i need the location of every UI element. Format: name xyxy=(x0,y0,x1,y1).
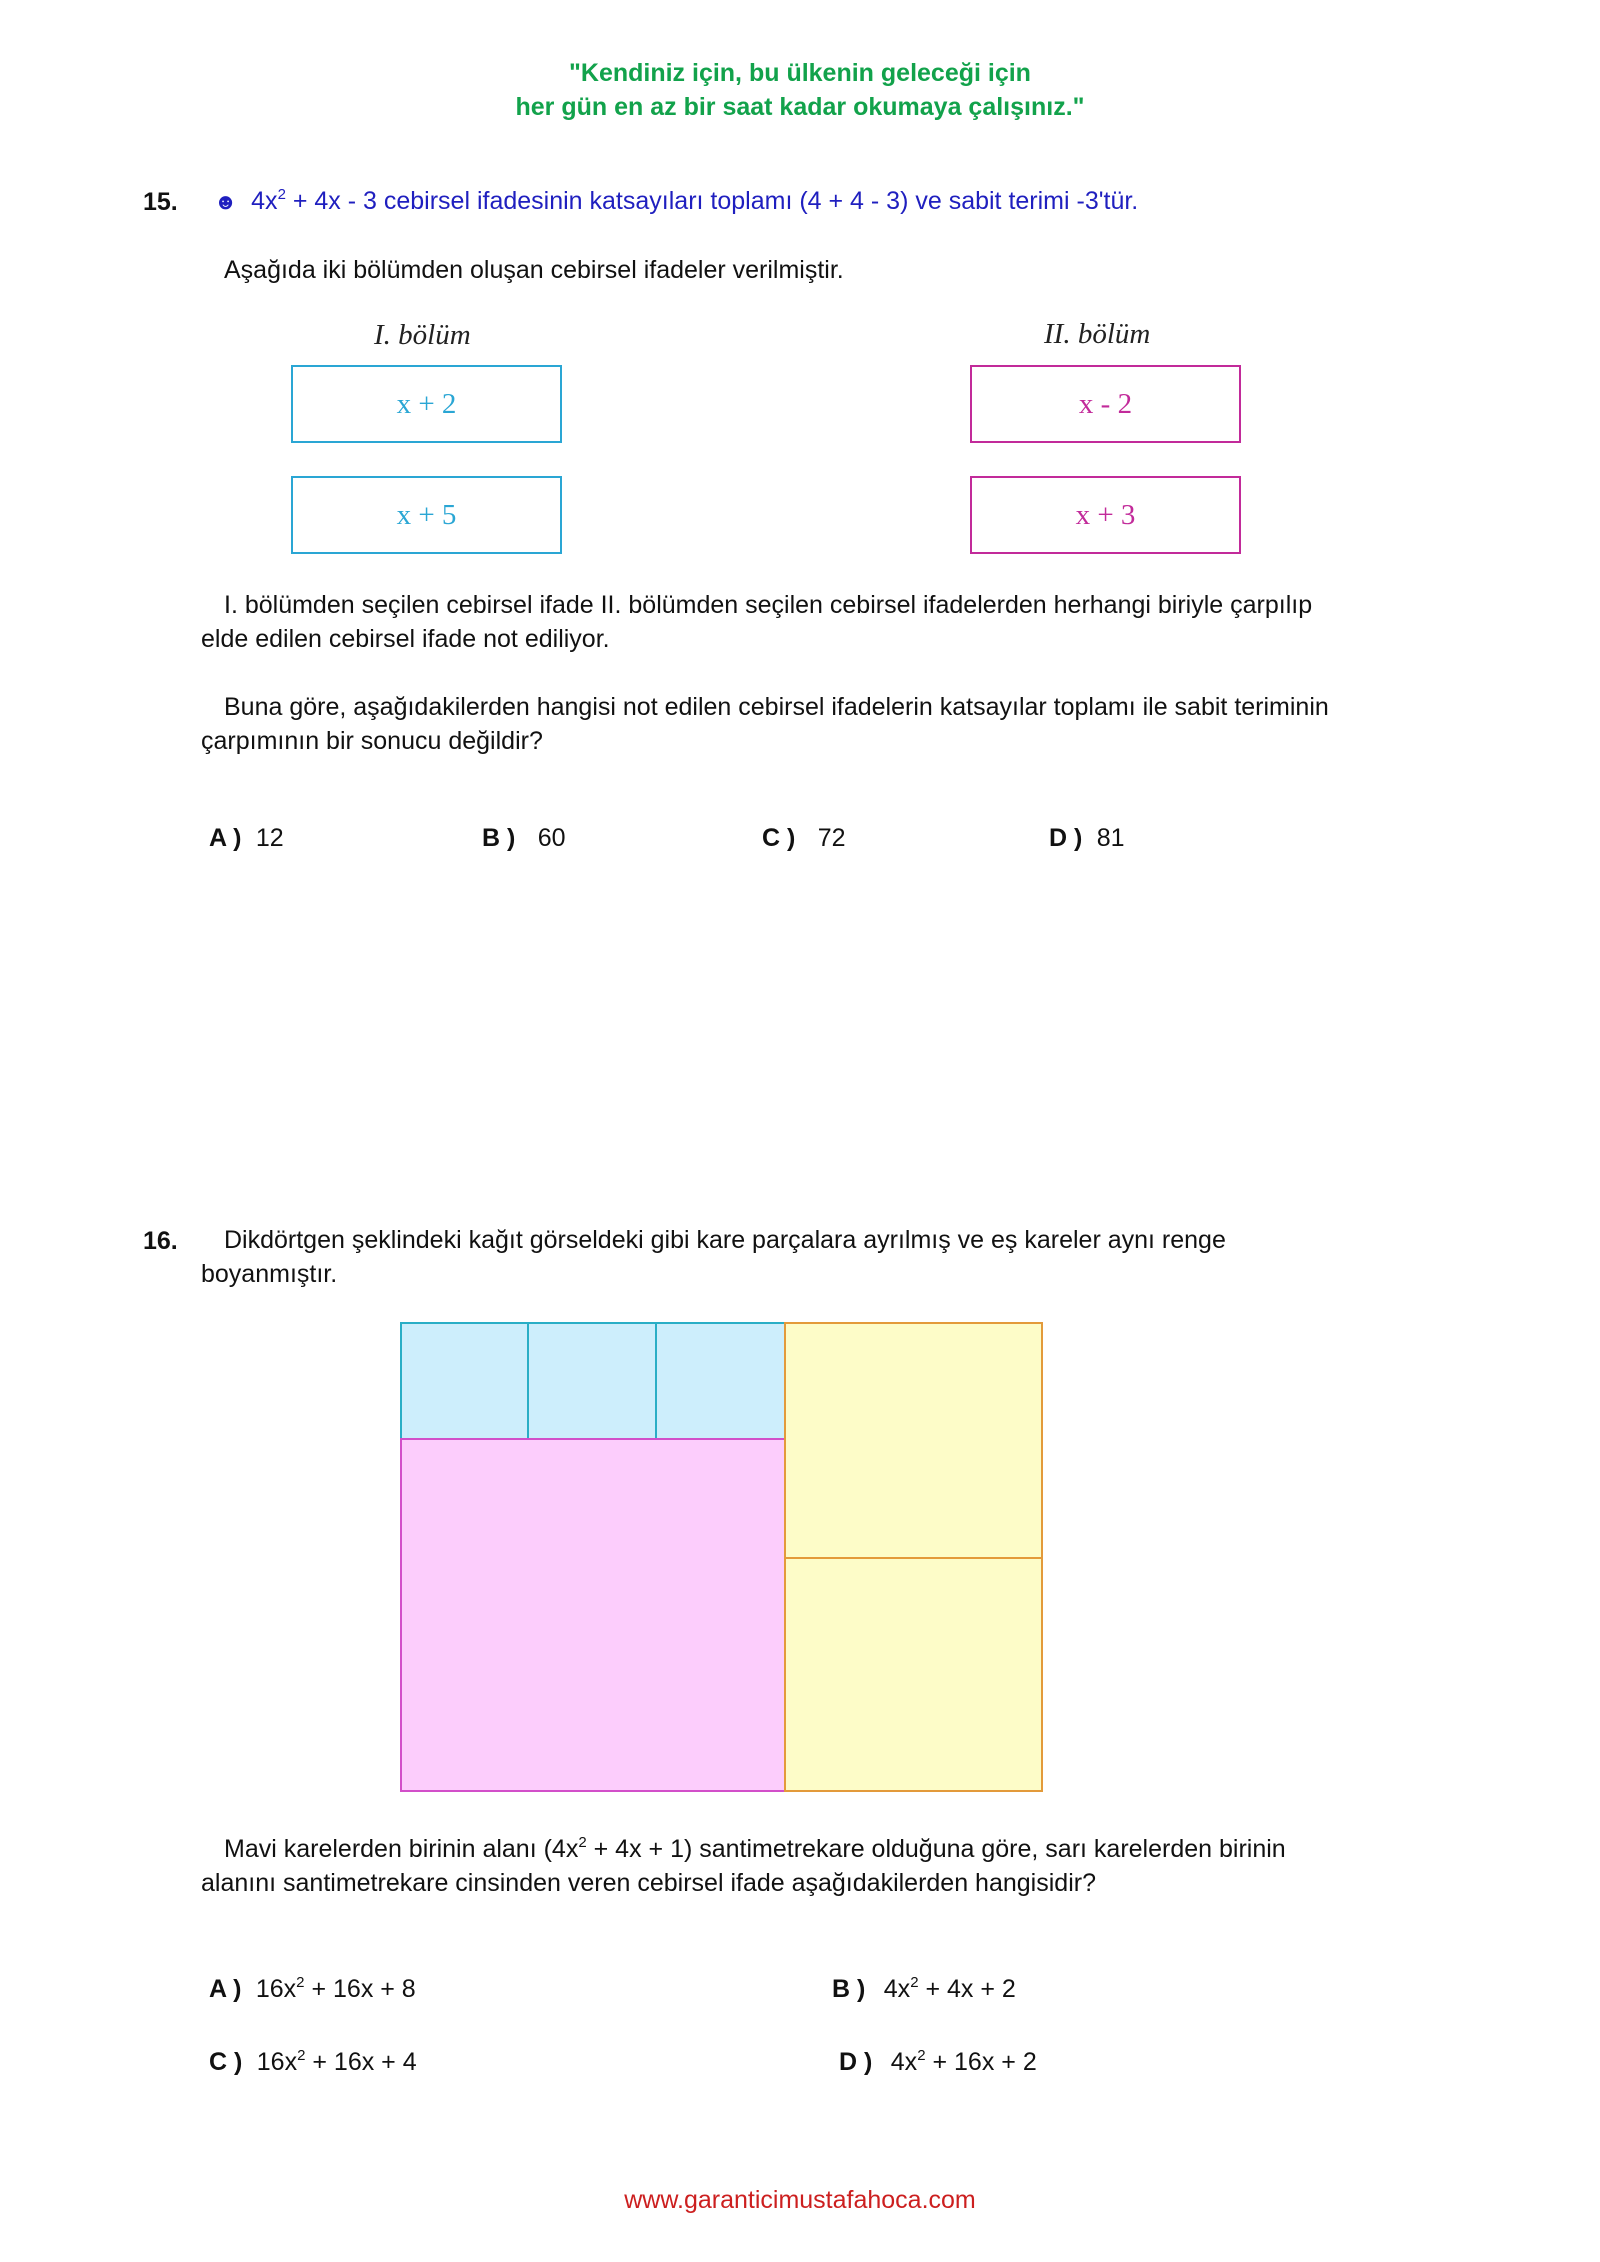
smiley-icon: ☻ xyxy=(214,189,238,214)
q15-paragraph-2-line-2: çarpımının bir sonucu değildir? xyxy=(201,727,543,755)
q15-option-d[interactable] xyxy=(1049,824,1125,853)
part-1-label: I. bölüm xyxy=(374,319,471,351)
blue-square-1 xyxy=(400,1322,529,1440)
hint-term: 4x xyxy=(251,187,278,215)
q16-intro-line-2: boyanmıştır. xyxy=(201,1260,338,1288)
question-15-hint xyxy=(214,184,1138,219)
q16-intro-line-1: Dikdörtgen şeklindeki kağıt görseldeki gibi kare parçalara ayrılmış ve eş kareler aynı renge xyxy=(224,1226,1226,1254)
part-1-expression-2: x + 5 xyxy=(291,476,562,554)
q16-question-exponent: 2 xyxy=(578,1834,587,1851)
option-letter: B ) xyxy=(482,824,516,852)
option-value: 12 xyxy=(255,824,284,852)
yellow-square-1 xyxy=(784,1322,1043,1559)
option-value: $4x^2 + 4x + 2$ xyxy=(883,1974,1016,2003)
option-letter: C ) xyxy=(762,824,796,852)
option-value: 72 xyxy=(817,824,846,852)
q15-paragraph-1-line-1: I. bölümden seçilen cebirsel ifade II. bölümden seçilen cebirsel ifadelerden herhangi biriyle çarpılıp xyxy=(224,591,1313,619)
option-letter: D ) xyxy=(839,2048,873,2076)
q16-question-text-pre: Mavi karelerden birinin alanı (4x xyxy=(224,1835,579,1863)
option-letter: A ) xyxy=(209,1975,242,2003)
part-1-expression-1: x + 2 xyxy=(291,365,562,443)
q16-question-text-post: + 4x + 1) santimetrekare olduğuna göre, sarı karelerden birinin xyxy=(586,1835,1286,1863)
q16-question-line-1 xyxy=(224,1832,1286,1866)
option-letter: C ) xyxy=(209,2048,243,2076)
option-letter: A ) xyxy=(209,824,242,852)
yellow-square-2 xyxy=(784,1557,1043,1792)
option-letter: B ) xyxy=(832,1975,866,2003)
part-2-expression-1: x - 2 xyxy=(970,365,1241,443)
option-value: $4x^2 + 16x + 2$ xyxy=(890,2047,1037,2076)
part-2-label: II. bölüm xyxy=(1044,318,1151,350)
option-letter: D ) xyxy=(1049,824,1083,852)
blue-square-2 xyxy=(527,1322,657,1440)
option-value: 81 xyxy=(1096,824,1125,852)
question-16-number: 16. xyxy=(143,1227,178,1255)
footer-website-link[interactable]: www.garanticimustafahoca.com xyxy=(624,2186,976,2214)
square-pieces-figure xyxy=(400,1322,1043,1792)
option-value: $16x^2 + 16x + 4$ xyxy=(256,2047,417,2076)
q16-option-b[interactable] xyxy=(832,1975,1016,2004)
q16-option-a[interactable] xyxy=(209,1975,416,2004)
option-value: $16x^2 + 16x + 8$ xyxy=(255,1974,416,2003)
question-15-intro: Aşağıda iki bölümden oluşan cebirsel ifadeler verilmiştir. xyxy=(224,256,844,284)
blue-square-3 xyxy=(655,1322,786,1440)
q16-option-c[interactable] xyxy=(209,2048,417,2077)
q15-paragraph-2-line-1: Buna göre, aşağıdakilerden hangisi not edilen cebirsel ifadelerin katsayılar toplamı ile sabit teriminin xyxy=(224,693,1329,721)
q15-paragraph-1-line-2: elde edilen cebirsel ifade not ediliyor. xyxy=(201,625,610,653)
hint-exponent: 2 xyxy=(277,186,286,203)
q16-question-line-2: alanını santimetrekare cinsinden veren cebirsel ifade aşağıdakilerden hangisidir? xyxy=(201,1869,1096,1897)
option-value: 60 xyxy=(537,824,566,852)
q15-option-a[interactable] xyxy=(209,824,284,853)
motto-line-1: "Kendiniz için, bu ülkenin geleceği için xyxy=(569,59,1031,87)
question-15-number: 15. xyxy=(143,188,178,216)
part-2-expression-2: x + 3 xyxy=(970,476,1241,554)
q16-option-d[interactable] xyxy=(839,2048,1037,2077)
q15-option-c[interactable] xyxy=(762,824,846,853)
motto-line-2: her gün en az bir saat kadar okumaya çalışınız." xyxy=(515,93,1085,121)
q15-option-b[interactable] xyxy=(482,824,566,853)
pink-square xyxy=(400,1438,786,1792)
hint-rest: + 4x - 3 cebirsel ifadesinin katsayıları toplamı (4 + 4 - 3) ve sabit terimi -3'tür. xyxy=(285,187,1139,215)
